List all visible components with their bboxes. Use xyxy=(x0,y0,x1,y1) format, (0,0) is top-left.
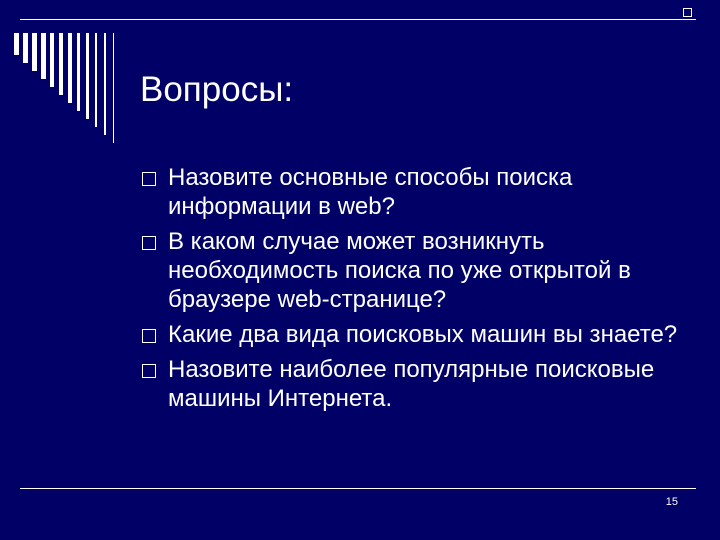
corner-square-decoration xyxy=(683,8,692,17)
slide-number: 15 xyxy=(665,496,678,508)
square-bullet-icon xyxy=(142,364,156,378)
list-item xyxy=(142,227,682,314)
top-divider xyxy=(20,19,696,20)
list-item-text: Назовите основные способы поиска информации в web? xyxy=(168,164,573,220)
list-item-text: Назовите наиболее популярные поисковые машины Интернета. xyxy=(168,356,655,412)
square-bullet-icon xyxy=(142,236,156,250)
square-bullet-icon xyxy=(142,172,156,186)
list-item-text: В каком случае может возникнуть необходимость поиска по уже открытой в браузере web-странице? xyxy=(168,228,631,313)
bottom-divider xyxy=(20,488,696,489)
list-item-text: Какие два вида поисковых машин вы знаете? xyxy=(168,321,678,348)
list-item xyxy=(142,355,682,413)
question-list xyxy=(142,163,682,419)
square-bullet-icon xyxy=(142,329,156,343)
list-item xyxy=(142,320,682,349)
slide-title: Вопросы: xyxy=(140,70,294,109)
list-item xyxy=(142,163,682,221)
vertical-bars-decoration xyxy=(14,33,124,153)
